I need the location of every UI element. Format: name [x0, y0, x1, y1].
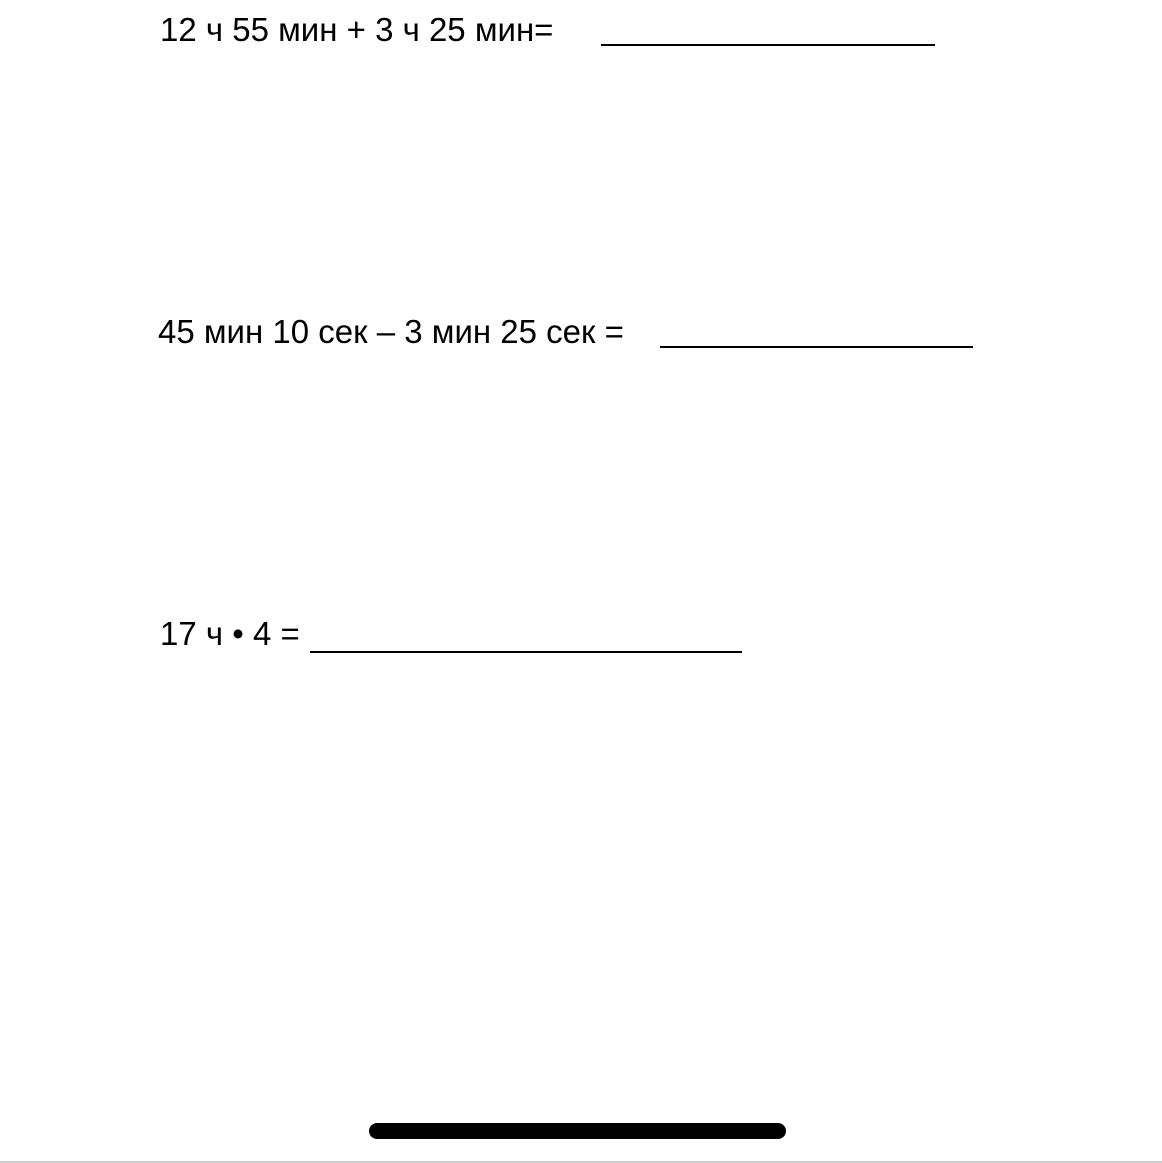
problem-1-answer-line	[601, 44, 935, 46]
problem-2-expression: 45 мин 10 сек – 3 мин 25 сек =	[158, 313, 624, 350]
problem-1-expression: 12 ч 55 мин + 3 ч 25 мин=	[160, 11, 554, 48]
home-indicator-bar[interactable]	[369, 1123, 786, 1139]
problem-3-answer-line	[310, 651, 742, 653]
problem-2-answer-line	[660, 346, 973, 348]
problem-3-expression: 17 ч • 4 =	[160, 615, 300, 652]
